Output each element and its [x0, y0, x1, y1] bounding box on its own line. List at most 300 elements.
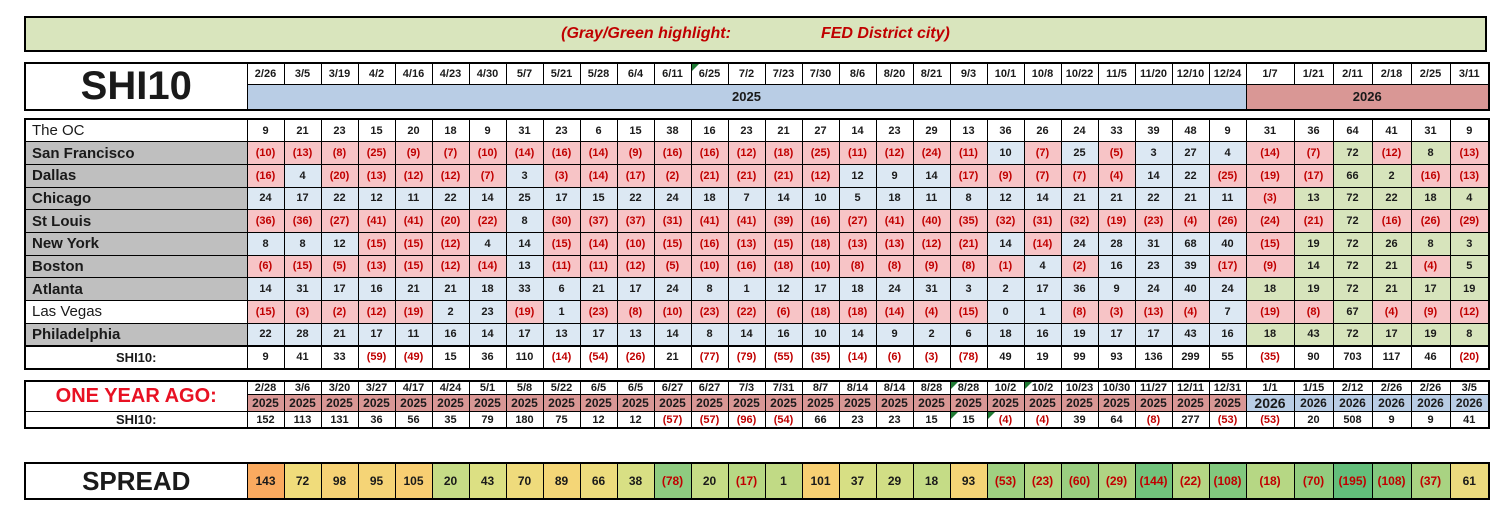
value-cell[interactable]: 16 — [765, 323, 802, 346]
value-cell[interactable]: (16) — [802, 210, 839, 233]
value-cell[interactable]: (32) — [987, 210, 1024, 233]
shi10-total-cell[interactable]: (26) — [617, 346, 654, 369]
shi10-total-cell[interactable]: (79) — [728, 346, 765, 369]
ago-value-cell[interactable]: 41 — [1450, 412, 1489, 429]
shi10-total-cell[interactable]: (54) — [580, 346, 617, 369]
value-cell[interactable]: (14) — [580, 232, 617, 255]
value-cell[interactable]: (27) — [839, 210, 876, 233]
value-cell[interactable]: 21 — [1098, 187, 1135, 210]
shi10-total-cell[interactable]: (20) — [1450, 346, 1489, 369]
shi10-total-cell[interactable]: 299 — [1172, 346, 1209, 369]
spread-value-cell[interactable]: 1 — [765, 463, 802, 499]
value-cell[interactable]: 10 — [802, 187, 839, 210]
value-cell[interactable]: 14 — [506, 232, 543, 255]
value-cell[interactable]: (11) — [580, 255, 617, 278]
value-cell[interactable]: 11 — [395, 187, 432, 210]
shi10-total-cell[interactable]: (55) — [765, 346, 802, 369]
ago-year-cell[interactable]: 2025 — [395, 395, 432, 412]
value-cell[interactable]: (16) — [247, 164, 284, 187]
value-cell[interactable]: 28 — [284, 323, 321, 346]
value-cell[interactable]: (4) — [1172, 210, 1209, 233]
value-cell[interactable]: 8 — [506, 210, 543, 233]
value-cell[interactable]: (13) — [876, 232, 913, 255]
value-cell[interactable]: 16 — [1098, 255, 1135, 278]
ago-date-cell[interactable]: 6/27 — [654, 381, 691, 395]
value-cell[interactable]: 23 — [728, 119, 765, 142]
value-cell[interactable]: (36) — [247, 210, 284, 233]
ago-date-cell[interactable]: 7/31 — [765, 381, 802, 395]
value-cell[interactable]: 0 — [987, 301, 1024, 324]
value-cell[interactable]: 11 — [1209, 187, 1246, 210]
value-cell[interactable]: 21 — [395, 278, 432, 301]
spread-value-cell[interactable]: 89 — [543, 463, 580, 499]
value-cell[interactable]: (18) — [765, 142, 802, 165]
value-cell[interactable]: 19 — [1294, 232, 1333, 255]
ago-year-cell[interactable]: 2025 — [987, 395, 1024, 412]
value-cell[interactable]: 8 — [1411, 142, 1450, 165]
value-cell[interactable]: 14 — [1024, 187, 1061, 210]
city-name-cell[interactable]: St Louis — [25, 210, 247, 233]
value-cell[interactable]: (10) — [617, 232, 654, 255]
ago-year-cell[interactable]: 2025 — [506, 395, 543, 412]
value-cell[interactable]: (5) — [1098, 142, 1135, 165]
value-cell[interactable]: (16) — [1372, 210, 1411, 233]
value-cell[interactable]: 67 — [1333, 301, 1372, 324]
ago-year-cell[interactable]: 2026 — [1450, 395, 1489, 412]
value-cell[interactable]: (22) — [728, 301, 765, 324]
value-cell[interactable]: (9) — [913, 255, 950, 278]
value-cell[interactable]: 17 — [506, 323, 543, 346]
value-cell[interactable]: (15) — [284, 255, 321, 278]
value-cell[interactable]: (39) — [765, 210, 802, 233]
value-cell[interactable]: 1 — [1024, 301, 1061, 324]
value-cell[interactable]: 9 — [247, 119, 284, 142]
value-cell[interactable]: 5 — [1450, 255, 1489, 278]
value-cell[interactable]: 72 — [1333, 187, 1372, 210]
value-cell[interactable]: (12) — [432, 164, 469, 187]
value-cell[interactable]: 10 — [987, 142, 1024, 165]
value-cell[interactable]: 14 — [728, 323, 765, 346]
ago-value-cell[interactable]: 180 — [506, 412, 543, 429]
value-cell[interactable]: (35) — [950, 210, 987, 233]
shi10-total-cell[interactable]: 117 — [1372, 346, 1411, 369]
value-cell[interactable]: (17) — [1294, 164, 1333, 187]
ago-date-cell[interactable]: 7/3 — [728, 381, 765, 395]
value-cell[interactable]: (14) — [469, 255, 506, 278]
value-cell[interactable]: (8) — [321, 142, 358, 165]
value-cell[interactable]: 64 — [1333, 119, 1372, 142]
shi10-total-cell[interactable]: 15 — [432, 346, 469, 369]
date-cell[interactable]: 5/28 — [580, 63, 617, 84]
value-cell[interactable]: 11 — [395, 323, 432, 346]
value-cell[interactable]: (8) — [839, 255, 876, 278]
value-cell[interactable]: (4) — [1098, 164, 1135, 187]
value-cell[interactable]: (9) — [395, 142, 432, 165]
value-cell[interactable]: 13 — [506, 255, 543, 278]
value-cell[interactable]: (3) — [1098, 301, 1135, 324]
value-cell[interactable]: (36) — [284, 210, 321, 233]
value-cell[interactable]: 22 — [1135, 187, 1172, 210]
value-cell[interactable]: 15 — [580, 187, 617, 210]
value-cell[interactable]: (13) — [358, 255, 395, 278]
shi10-title[interactable]: SHI10 — [25, 63, 247, 110]
shi10-total-cell[interactable]: (35) — [802, 346, 839, 369]
value-cell[interactable]: (10) — [247, 142, 284, 165]
ago-value-cell[interactable]: 113 — [284, 412, 321, 429]
ago-value-cell[interactable]: 9 — [1411, 412, 1450, 429]
ago-year-cell[interactable]: 2026 — [1294, 395, 1333, 412]
value-cell[interactable]: 19 — [1294, 278, 1333, 301]
date-cell[interactable]: 9/3 — [950, 63, 987, 84]
value-cell[interactable]: (15) — [765, 232, 802, 255]
value-cell[interactable]: (25) — [802, 142, 839, 165]
date-cell[interactable]: 6/11 — [654, 63, 691, 84]
ago-year-cell[interactable]: 2025 — [247, 395, 284, 412]
value-cell[interactable]: 4 — [1024, 255, 1061, 278]
ago-year-cell[interactable]: 2026 — [1333, 395, 1372, 412]
ago-value-cell[interactable]: 15 — [913, 412, 950, 429]
value-cell[interactable]: (15) — [543, 232, 580, 255]
shi10-total-cell[interactable]: (3) — [913, 346, 950, 369]
value-cell[interactable]: (16) — [691, 142, 728, 165]
value-cell[interactable]: (18) — [802, 232, 839, 255]
ago-year-cell[interactable]: 2025 — [1135, 395, 1172, 412]
value-cell[interactable]: (41) — [728, 210, 765, 233]
date-cell[interactable]: 2/11 — [1333, 63, 1372, 84]
value-cell[interactable]: 23 — [1135, 255, 1172, 278]
ago-value-cell[interactable]: (4) — [987, 412, 1024, 429]
value-cell[interactable]: 21 — [321, 323, 358, 346]
value-cell[interactable]: 19 — [1061, 323, 1098, 346]
shi10-total-cell[interactable]: (59) — [358, 346, 395, 369]
value-cell[interactable]: 3 — [1450, 232, 1489, 255]
shi10-total-cell[interactable]: 19 — [1024, 346, 1061, 369]
value-cell[interactable]: (17) — [617, 164, 654, 187]
value-cell[interactable]: 33 — [506, 278, 543, 301]
value-cell[interactable]: (16) — [691, 232, 728, 255]
ago-year-cell[interactable]: 2025 — [321, 395, 358, 412]
value-cell[interactable]: (23) — [580, 301, 617, 324]
value-cell[interactable]: (21) — [1294, 210, 1333, 233]
value-cell[interactable]: 22 — [617, 187, 654, 210]
ago-date-cell[interactable]: 10/2 — [1024, 381, 1061, 395]
value-cell[interactable]: 4 — [1209, 142, 1246, 165]
ago-date-cell[interactable]: 4/17 — [395, 381, 432, 395]
value-cell[interactable]: 18 — [432, 119, 469, 142]
value-cell[interactable]: (8) — [1061, 301, 1098, 324]
value-cell[interactable]: (12) — [1372, 142, 1411, 165]
value-cell[interactable]: 15 — [358, 119, 395, 142]
legend-banner[interactable] — [24, 16, 1487, 52]
value-cell[interactable]: 13 — [543, 323, 580, 346]
value-cell[interactable]: 18 — [1246, 278, 1294, 301]
date-cell[interactable]: 4/30 — [469, 63, 506, 84]
value-cell[interactable]: (13) — [1450, 142, 1489, 165]
value-cell[interactable]: 14 — [913, 164, 950, 187]
ago-value-cell[interactable]: 131 — [321, 412, 358, 429]
shi10-total-cell[interactable]: (77) — [691, 346, 728, 369]
date-cell[interactable]: 5/7 — [506, 63, 543, 84]
value-cell[interactable]: 12 — [765, 278, 802, 301]
value-cell[interactable]: 21 — [1061, 187, 1098, 210]
value-cell[interactable]: 21 — [1372, 255, 1411, 278]
value-cell[interactable]: (19) — [1098, 210, 1135, 233]
ago-date-cell[interactable]: 6/5 — [580, 381, 617, 395]
value-cell[interactable]: 24 — [654, 278, 691, 301]
value-cell[interactable]: (11) — [543, 255, 580, 278]
value-cell[interactable]: (15) — [247, 301, 284, 324]
spread-value-cell[interactable]: (70) — [1294, 463, 1333, 499]
value-cell[interactable]: (41) — [876, 210, 913, 233]
value-cell[interactable]: (13) — [728, 232, 765, 255]
value-cell[interactable]: 22 — [432, 187, 469, 210]
value-cell[interactable]: (6) — [765, 301, 802, 324]
value-cell[interactable]: (7) — [1061, 164, 1098, 187]
value-cell[interactable]: (13) — [1450, 164, 1489, 187]
value-cell[interactable]: 21 — [284, 119, 321, 142]
ago-date-cell[interactable]: 10/23 — [1061, 381, 1098, 395]
shi10-total-cell[interactable]: 703 — [1333, 346, 1372, 369]
ago-year-cell[interactable]: 2025 — [876, 395, 913, 412]
ago-year-cell[interactable]: 2025 — [543, 395, 580, 412]
shi10-total-cell[interactable]: 9 — [247, 346, 284, 369]
value-cell[interactable]: (14) — [580, 164, 617, 187]
value-cell[interactable]: (15) — [395, 232, 432, 255]
value-cell[interactable]: (23) — [691, 301, 728, 324]
ago-date-cell[interactable]: 3/27 — [358, 381, 395, 395]
ago-year-cell[interactable]: 2025 — [802, 395, 839, 412]
ago-year-cell[interactable]: 2025 — [358, 395, 395, 412]
ago-date-cell[interactable]: 4/24 — [432, 381, 469, 395]
date-cell[interactable]: 10/22 — [1061, 63, 1098, 84]
spread-value-cell[interactable]: 61 — [1450, 463, 1489, 499]
value-cell[interactable]: 9 — [876, 164, 913, 187]
value-cell[interactable]: (13) — [358, 164, 395, 187]
value-cell[interactable]: 26 — [1372, 232, 1411, 255]
value-cell[interactable]: 16 — [691, 119, 728, 142]
date-cell[interactable]: 4/23 — [432, 63, 469, 84]
value-cell[interactable]: 13 — [950, 119, 987, 142]
value-cell[interactable]: 24 — [247, 187, 284, 210]
ago-date-cell[interactable]: 12/31 — [1209, 381, 1246, 395]
ago-value-cell[interactable]: 79 — [469, 412, 506, 429]
date-cell[interactable]: 1/21 — [1294, 63, 1333, 84]
value-cell[interactable]: 39 — [1172, 255, 1209, 278]
value-cell[interactable]: 14 — [1135, 164, 1172, 187]
ago-value-cell[interactable]: 39 — [1061, 412, 1098, 429]
spread-value-cell[interactable]: (108) — [1372, 463, 1411, 499]
value-cell[interactable]: 31 — [284, 278, 321, 301]
value-cell[interactable]: 72 — [1333, 278, 1372, 301]
ago-date-cell[interactable]: 5/8 — [506, 381, 543, 395]
value-cell[interactable]: 20 — [395, 119, 432, 142]
value-cell[interactable]: 24 — [1135, 278, 1172, 301]
value-cell[interactable]: (2) — [321, 301, 358, 324]
spread-value-cell[interactable]: 37 — [839, 463, 876, 499]
value-cell[interactable]: (31) — [1024, 210, 1061, 233]
value-cell[interactable]: 9 — [1450, 119, 1489, 142]
ago-value-cell[interactable]: 12 — [580, 412, 617, 429]
value-cell[interactable]: (13) — [284, 142, 321, 165]
date-cell[interactable]: 2/25 — [1411, 63, 1450, 84]
value-cell[interactable]: (10) — [802, 255, 839, 278]
value-cell[interactable]: 18 — [1246, 323, 1294, 346]
ago-year-cell[interactable]: 2025 — [1209, 395, 1246, 412]
value-cell[interactable]: 17 — [1135, 323, 1172, 346]
value-cell[interactable]: 17 — [543, 187, 580, 210]
value-cell[interactable]: (7) — [432, 142, 469, 165]
value-cell[interactable]: 16 — [1209, 323, 1246, 346]
value-cell[interactable]: 25 — [506, 187, 543, 210]
value-cell[interactable]: 4 — [1450, 187, 1489, 210]
value-cell[interactable]: (16) — [728, 255, 765, 278]
spread-value-cell[interactable]: 20 — [691, 463, 728, 499]
value-cell[interactable]: (12) — [432, 255, 469, 278]
value-cell[interactable]: 25 — [1061, 142, 1098, 165]
ago-year-cell[interactable]: 2025 — [432, 395, 469, 412]
ago-year-cell[interactable]: 2025 — [1024, 395, 1061, 412]
value-cell[interactable]: (17) — [1209, 255, 1246, 278]
ago-year-cell[interactable]: 2025 — [1172, 395, 1209, 412]
spread-value-cell[interactable]: 43 — [469, 463, 506, 499]
city-name-cell[interactable]: The OC — [25, 119, 247, 142]
value-cell[interactable]: 12 — [321, 232, 358, 255]
value-cell[interactable]: (15) — [654, 232, 691, 255]
value-cell[interactable]: (41) — [395, 210, 432, 233]
value-cell[interactable]: (2) — [1061, 255, 1098, 278]
city-name-cell[interactable]: Boston — [25, 255, 247, 278]
value-cell[interactable]: (17) — [950, 164, 987, 187]
value-cell[interactable]: 43 — [1172, 323, 1209, 346]
shi10-total-cell[interactable]: 55 — [1209, 346, 1246, 369]
value-cell[interactable]: (4) — [913, 301, 950, 324]
spread-value-cell[interactable]: 20 — [432, 463, 469, 499]
city-name-cell[interactable]: Dallas — [25, 164, 247, 187]
value-cell[interactable]: (21) — [691, 164, 728, 187]
spread-value-cell[interactable]: (18) — [1246, 463, 1294, 499]
value-cell[interactable]: 24 — [1061, 232, 1098, 255]
value-cell[interactable]: (4) — [1172, 301, 1209, 324]
value-cell[interactable]: 17 — [1372, 323, 1411, 346]
ago-year-cell[interactable]: 2025 — [765, 395, 802, 412]
value-cell[interactable]: 1 — [728, 278, 765, 301]
ago-date-cell[interactable]: 8/7 — [802, 381, 839, 395]
value-cell[interactable]: 41 — [1372, 119, 1411, 142]
ago-value-cell[interactable]: 56 — [395, 412, 432, 429]
value-cell[interactable]: 6 — [580, 119, 617, 142]
ago-date-cell[interactable]: 5/1 — [469, 381, 506, 395]
spread-value-cell[interactable]: 70 — [506, 463, 543, 499]
value-cell[interactable]: (15) — [395, 255, 432, 278]
spread-value-cell[interactable]: 66 — [580, 463, 617, 499]
value-cell[interactable]: 3 — [950, 278, 987, 301]
ago-date-cell[interactable]: 10/30 — [1098, 381, 1135, 395]
spread-value-cell[interactable]: 143 — [247, 463, 284, 499]
value-cell[interactable]: (37) — [617, 210, 654, 233]
value-cell[interactable]: (8) — [1294, 301, 1333, 324]
value-cell[interactable]: 24 — [876, 278, 913, 301]
value-cell[interactable]: (14) — [506, 142, 543, 165]
value-cell[interactable]: (12) — [728, 142, 765, 165]
value-cell[interactable]: (12) — [395, 164, 432, 187]
value-cell[interactable]: 9 — [1209, 119, 1246, 142]
value-cell[interactable]: (22) — [469, 210, 506, 233]
value-cell[interactable]: (7) — [1294, 142, 1333, 165]
ago-year-cell[interactable]: 2025 — [691, 395, 728, 412]
value-cell[interactable]: 1 — [543, 301, 580, 324]
spread-value-cell[interactable]: 98 — [321, 463, 358, 499]
value-cell[interactable]: 14 — [247, 278, 284, 301]
shi10-total-cell[interactable]: (49) — [395, 346, 432, 369]
ago-value-cell[interactable]: (57) — [654, 412, 691, 429]
value-cell[interactable]: 10 — [802, 323, 839, 346]
value-cell[interactable]: (19) — [1246, 164, 1294, 187]
value-cell[interactable]: (12) — [876, 142, 913, 165]
value-cell[interactable]: 17 — [1098, 323, 1135, 346]
spread-value-cell[interactable]: 93 — [950, 463, 987, 499]
value-cell[interactable]: (16) — [1411, 164, 1450, 187]
date-cell[interactable]: 11/5 — [1098, 63, 1135, 84]
value-cell[interactable]: 8 — [284, 232, 321, 255]
value-cell[interactable]: (25) — [1209, 164, 1246, 187]
value-cell[interactable]: 21 — [432, 278, 469, 301]
value-cell[interactable]: 9 — [469, 119, 506, 142]
value-cell[interactable]: 72 — [1333, 323, 1372, 346]
value-cell[interactable]: (9) — [617, 142, 654, 165]
value-cell[interactable]: 72 — [1333, 232, 1372, 255]
value-cell[interactable]: (14) — [1024, 232, 1061, 255]
value-cell[interactable]: 36 — [987, 119, 1024, 142]
ago-value-cell[interactable]: (54) — [765, 412, 802, 429]
value-cell[interactable]: 36 — [1061, 278, 1098, 301]
value-cell[interactable]: (10) — [469, 142, 506, 165]
value-cell[interactable]: (9) — [1411, 301, 1450, 324]
spread-value-cell[interactable]: 38 — [617, 463, 654, 499]
spread-value-cell[interactable]: (144) — [1135, 463, 1172, 499]
date-cell[interactable]: 12/24 — [1209, 63, 1246, 84]
value-cell[interactable]: 22 — [1172, 164, 1209, 187]
city-name-cell[interactable]: San Francisco — [25, 142, 247, 165]
value-cell[interactable]: (25) — [358, 142, 395, 165]
ago-date-cell[interactable]: 8/28 — [913, 381, 950, 395]
ago-date-cell[interactable]: 2/28 — [247, 381, 284, 395]
ago-value-cell[interactable]: (8) — [1135, 412, 1172, 429]
value-cell[interactable]: 18 — [691, 187, 728, 210]
ago-year-cell[interactable]: 2026 — [1411, 395, 1450, 412]
shi10-total-cell[interactable]: (35) — [1246, 346, 1294, 369]
value-cell[interactable]: (19) — [1246, 301, 1294, 324]
value-cell[interactable]: 4 — [469, 232, 506, 255]
ago-value-cell[interactable]: 75 — [543, 412, 580, 429]
value-cell[interactable]: (12) — [913, 232, 950, 255]
value-cell[interactable]: (41) — [691, 210, 728, 233]
value-cell[interactable]: (12) — [432, 232, 469, 255]
value-cell[interactable]: 31 — [1135, 232, 1172, 255]
value-cell[interactable]: (2) — [654, 164, 691, 187]
value-cell[interactable]: 2 — [1372, 164, 1411, 187]
date-cell[interactable]: 12/10 — [1172, 63, 1209, 84]
date-cell[interactable]: 6/4 — [617, 63, 654, 84]
ago-value-cell[interactable]: 15 — [950, 412, 987, 429]
spread-value-cell[interactable]: (108) — [1209, 463, 1246, 499]
shi10-total-cell[interactable]: 41 — [284, 346, 321, 369]
shi10-total-cell[interactable]: 33 — [321, 346, 358, 369]
date-cell[interactable]: 4/2 — [358, 63, 395, 84]
value-cell[interactable]: 23 — [321, 119, 358, 142]
ago-date-cell[interactable]: 6/5 — [617, 381, 654, 395]
value-cell[interactable]: (9) — [1246, 255, 1294, 278]
shi10-total-cell[interactable]: 99 — [1061, 346, 1098, 369]
